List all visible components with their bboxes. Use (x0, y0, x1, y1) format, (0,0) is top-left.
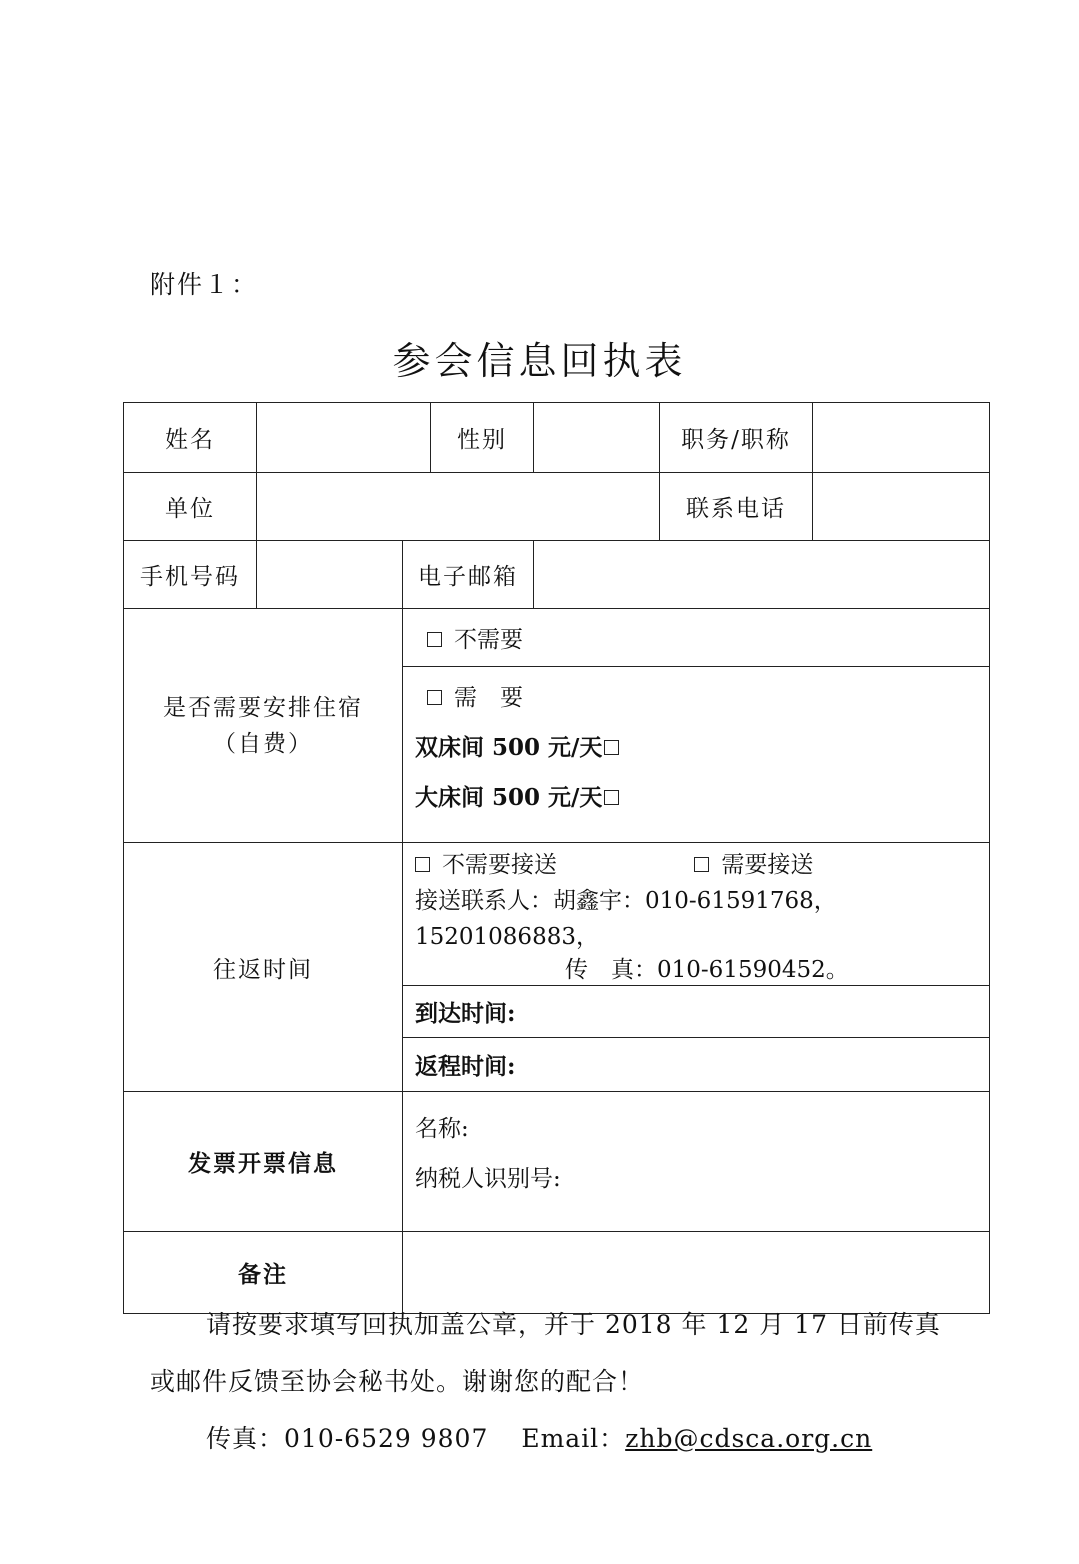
registration-form-table (123, 402, 990, 1314)
mobile-field[interactable] (257, 541, 403, 609)
pickup-cell (403, 843, 990, 986)
pickup-options (403, 847, 989, 883)
lodging-no-need-option[interactable] (403, 609, 990, 667)
row-name (124, 403, 990, 473)
row-mobile (124, 541, 990, 609)
phone-label: 联系电话 (660, 473, 813, 541)
row-lodging-no (124, 609, 990, 667)
no-pickup-option[interactable]: 不需要接送 (415, 852, 557, 878)
position-field[interactable] (813, 403, 990, 473)
footer-instruction-line1: 请按要求填写回执加盖公章，并于 2018 年 12 月 17 日前传真 (206, 1310, 941, 1339)
lodging-need-option[interactable] (403, 673, 989, 723)
checkbox-icon[interactable] (694, 857, 709, 872)
checkbox-icon[interactable] (415, 857, 430, 872)
arrival-time-field[interactable]: 到达时间: (403, 986, 990, 1038)
email-label: 电子邮箱 (403, 541, 534, 609)
return-time-field[interactable]: 返程时间: (403, 1038, 990, 1092)
unit-field[interactable] (257, 473, 660, 541)
row-pickup (124, 843, 990, 986)
checkbox-icon[interactable] (604, 790, 619, 805)
name-label: 姓名 (124, 403, 257, 473)
invoice-cell (403, 1092, 990, 1232)
position-label: 职务/职称 (660, 403, 813, 473)
row-invoice (124, 1092, 990, 1232)
phone-field[interactable] (813, 473, 990, 541)
travel-label: 往返时间 (124, 843, 403, 1092)
checkbox-icon[interactable] (427, 632, 442, 647)
need-pickup-option[interactable]: 需要接送 (694, 852, 813, 878)
gender-label: 性别 (431, 403, 534, 473)
fax-number: 010-6529 9807 (284, 1424, 489, 1453)
checkbox-icon[interactable] (427, 690, 442, 705)
lodging-need-text: 需 要 (454, 685, 523, 711)
footer-contact (150, 1419, 872, 1455)
lodging-no-need-text: 不需要 (454, 627, 523, 653)
unit-label: 单位 (124, 473, 257, 541)
lodging-label-line1: 是否需要安排住宿 (163, 694, 363, 721)
king-room-option[interactable]: 大床间 500 元/天 (403, 773, 989, 823)
email-link[interactable]: zhb@cdsca.org.cn (625, 1424, 873, 1453)
row-unit (124, 473, 990, 541)
email-field[interactable] (534, 541, 990, 609)
remarks-field[interactable] (403, 1232, 990, 1314)
fax-label: 传真： (206, 1424, 285, 1453)
invoice-name-field[interactable]: 名称: (415, 1116, 469, 1142)
remarks-label: 备注 (124, 1232, 403, 1314)
name-field[interactable] (257, 403, 431, 473)
invoice-tax-id-field[interactable]: 纳税人识别号: (415, 1166, 561, 1192)
pickup-contact-line2: 传 真：010-61590452。 (565, 957, 849, 983)
page-title: 参会信息回执表 (392, 339, 687, 383)
checkbox-icon[interactable] (604, 740, 619, 755)
lodging-need-cell (403, 667, 990, 843)
footer-instruction-line2: 或邮件反馈至协会秘书处。谢谢您的配合！ (150, 1367, 645, 1396)
lodging-label-line2: （自费） (213, 730, 313, 757)
attachment-label: 附件１： (150, 270, 259, 299)
pickup-contact-line1: 接送联系人：胡鑫宇：010-61591768，15201086883， (415, 888, 837, 950)
mobile-label: 手机号码 (124, 541, 257, 609)
invoice-label: 发票开票信息 (124, 1092, 403, 1232)
lodging-label (124, 609, 403, 843)
email-label-footer: Email： (521, 1424, 626, 1453)
twin-room-option[interactable]: 双床间 500 元/天 (403, 723, 989, 773)
gender-field[interactable] (534, 403, 660, 473)
row-remarks (124, 1232, 990, 1314)
